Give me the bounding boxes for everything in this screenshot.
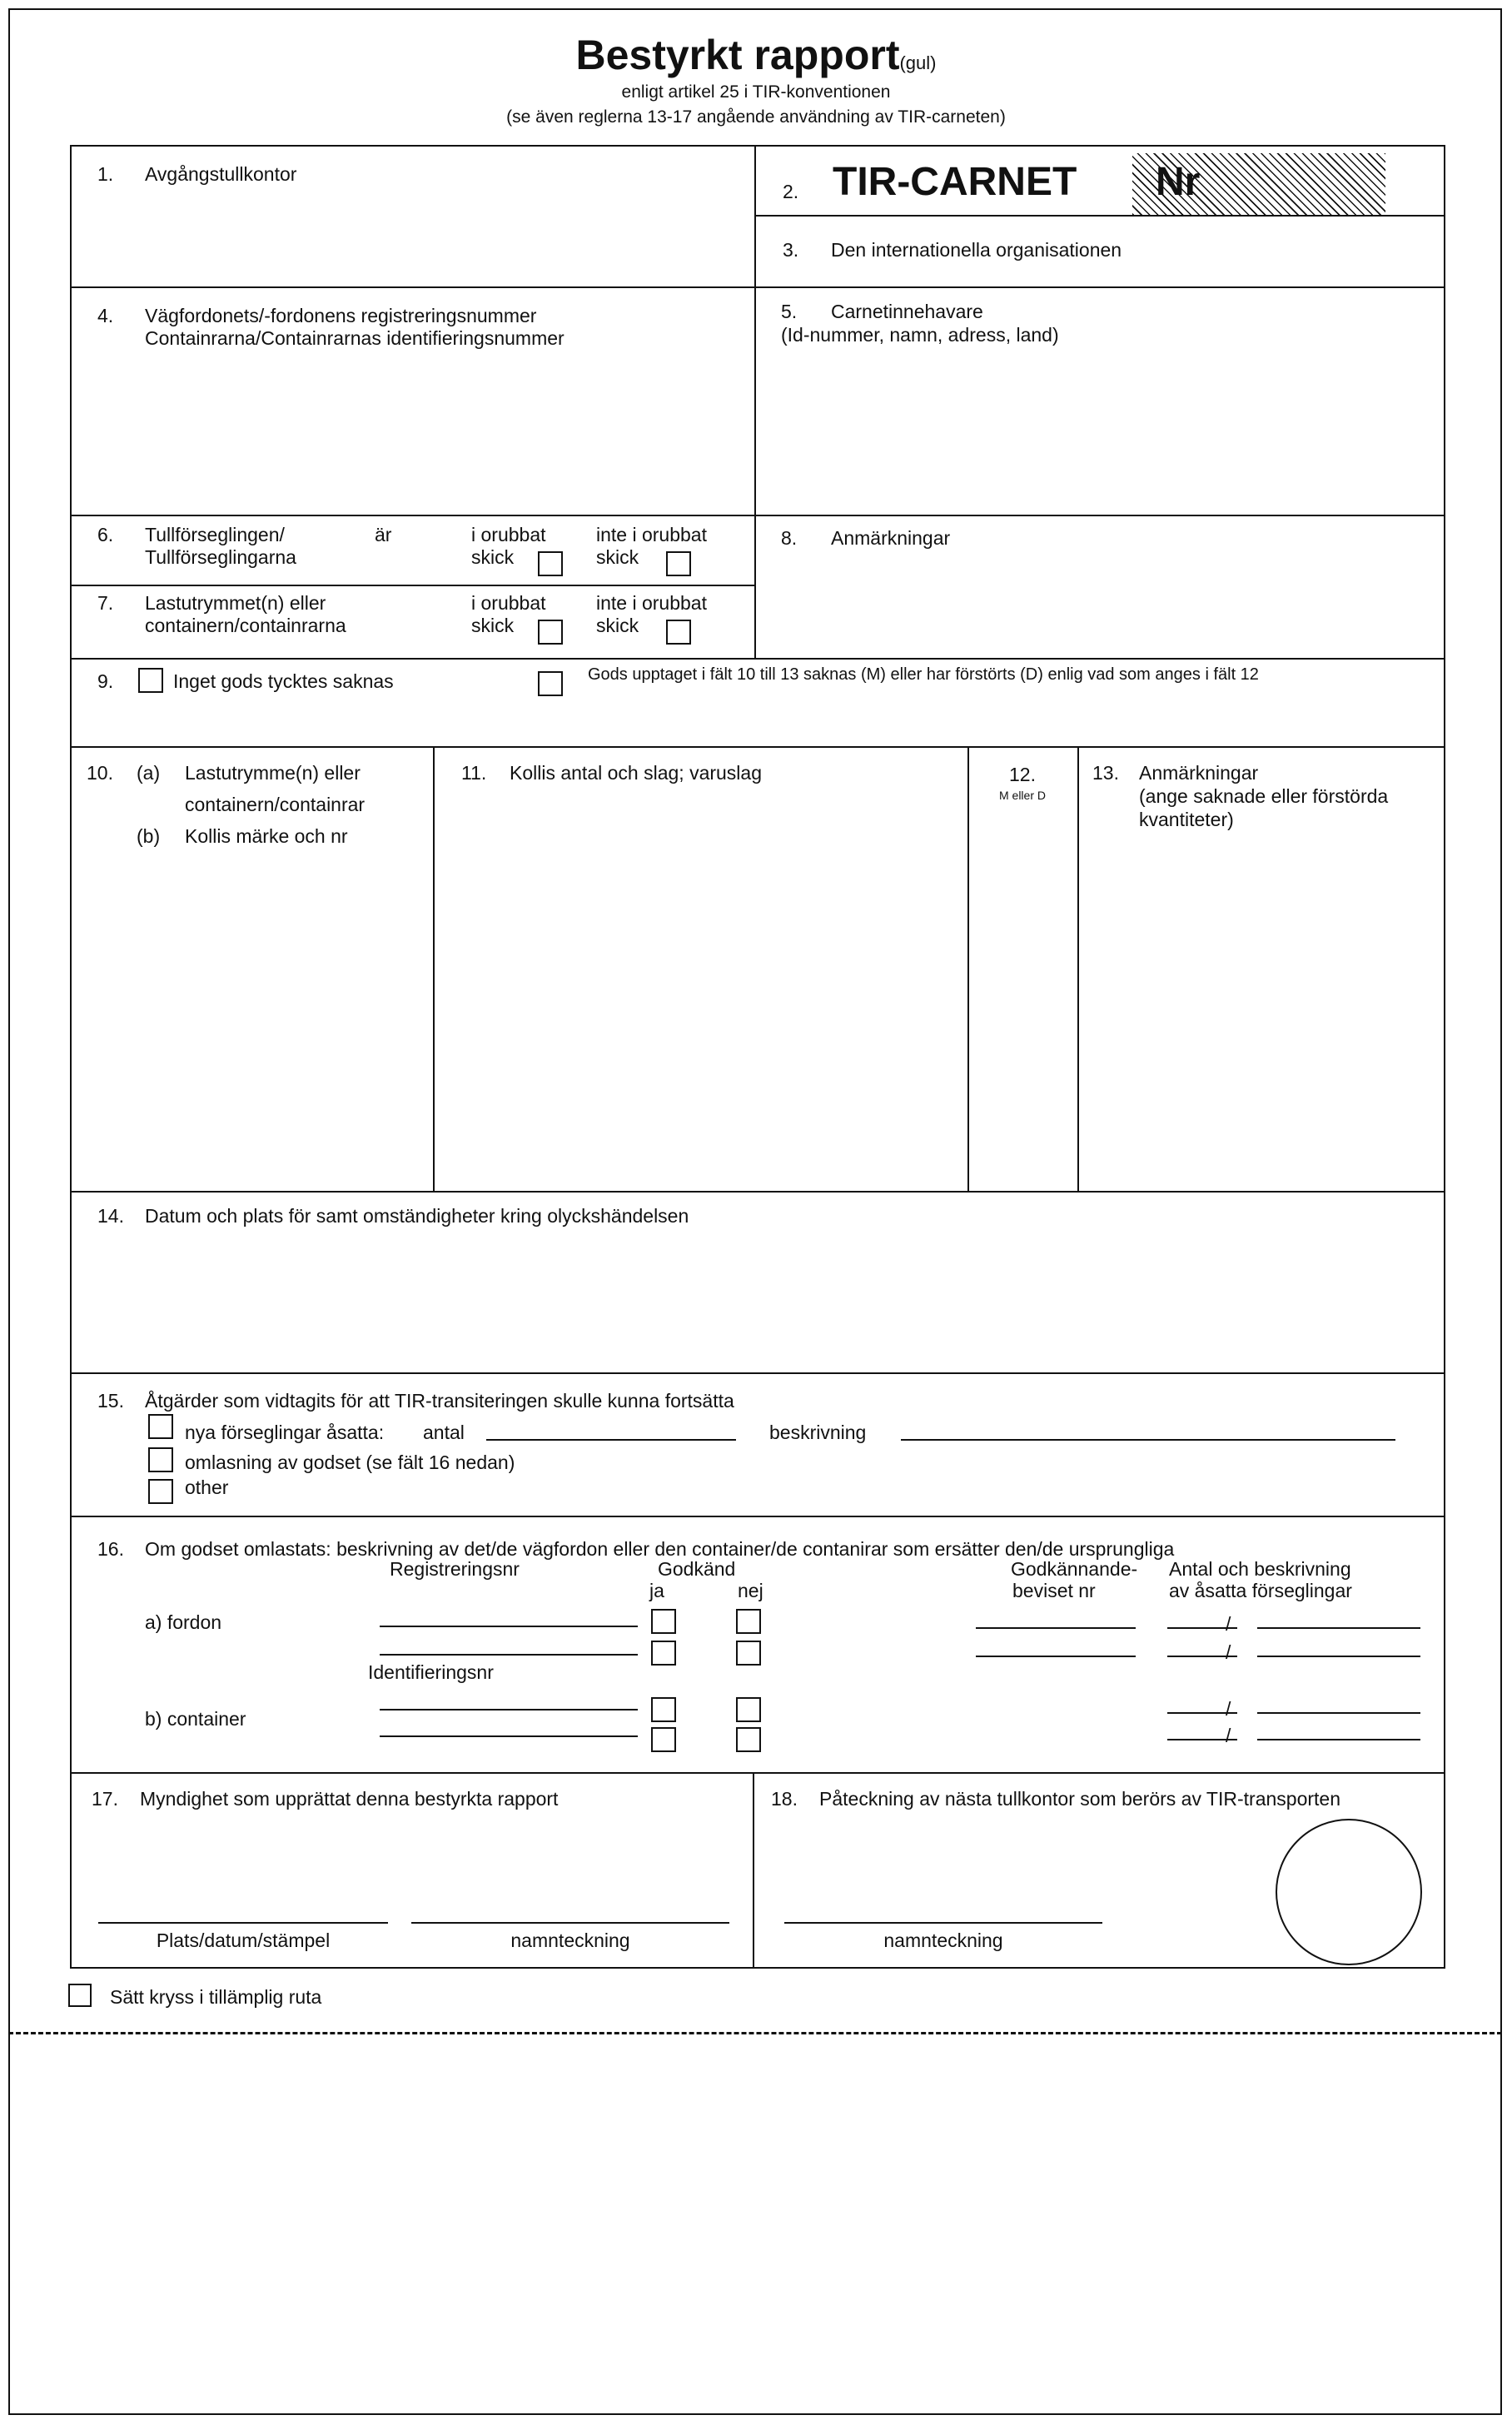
f15-label: Åtgärder som vidtagits för att TIR-transiteringen skulle kunna fortsätta (145, 1390, 734, 1412)
f17-plats-line[interactable] (98, 1922, 388, 1924)
f15-beskrivning-input-line[interactable] (901, 1439, 1395, 1441)
f16-num: 16. (97, 1538, 124, 1560)
form-subtitle-2: (se även reglerna 13-17 angående användning av TIR-carneten) (506, 107, 1006, 127)
f7-opt2-checkbox[interactable] (666, 620, 691, 645)
f7-line1: Lastutrymmet(n) eller (145, 592, 326, 614)
divider-v-12-13 (1077, 746, 1079, 1191)
f18-num: 18. (771, 1788, 798, 1810)
f16-nej-header: nej (738, 1580, 763, 1601)
f10-a: (a) (137, 762, 161, 784)
stamp-circle (1276, 1819, 1422, 1965)
f16-label: Om godset omlastats: beskrivning av det/de vägfordon eller den container/de contanirar som ersätter den/de ursprungliga (145, 1538, 1175, 1560)
f15-opt3-checkbox[interactable] (148, 1479, 173, 1504)
divider-v-11-12 (967, 746, 969, 1191)
tear-off-line (8, 2032, 1502, 2034)
divider-h-2-3 (754, 215, 1445, 217)
f1-label: Avgångstullkontor (145, 163, 297, 185)
f10-b: (b) (137, 825, 161, 847)
f17-namn-line[interactable] (411, 1922, 729, 1924)
divider-v-10-11 (433, 746, 435, 1191)
f16-fordon-antal-line-1b[interactable] (1257, 1627, 1420, 1629)
f17-num: 17. (92, 1788, 118, 1810)
f4-num: 4. (97, 305, 114, 326)
f6-opt2-checkbox[interactable] (666, 551, 691, 576)
divider-h-15-16 (70, 1516, 1445, 1517)
f17-namn-label: namnteckning (510, 1930, 630, 1951)
f5-line1: Carnetinnehavare (831, 301, 983, 322)
f6-line2: Tullförseglingarna (145, 546, 296, 568)
f15-num: 15. (97, 1390, 124, 1412)
f7-opt1-l2: skick (471, 615, 515, 636)
f7-opt2-l1: inte i orubbat (596, 592, 707, 614)
divider-h-9-10 (70, 746, 1445, 748)
f4-line1: Vägfordonets/-fordonens registreringsnummer (145, 305, 537, 326)
f16-godkand-header: Godkänd (658, 1558, 736, 1580)
f15-opt1-checkbox[interactable] (148, 1414, 173, 1439)
f6-line1: Tullförseglingen/ (145, 524, 285, 545)
f6-opt1-checkbox[interactable] (538, 551, 563, 576)
f16-container-antal-line-1b[interactable] (1257, 1712, 1420, 1714)
f3-label: Den internationella organisationen (831, 239, 1122, 261)
f10-num: 10. (87, 762, 113, 784)
f16-container-nej-checkbox-1[interactable] (736, 1697, 761, 1722)
form-title-text: Bestyrkt rapport (575, 32, 900, 78)
f16-godk-header-2: beviset nr (1012, 1580, 1096, 1601)
divider-v-1 (754, 145, 756, 658)
f16-fordon-nej-checkbox-2[interactable] (736, 1641, 761, 1666)
f15-antal-input-line[interactable] (486, 1439, 736, 1441)
f8-label: Anmärkningar (831, 527, 951, 549)
f5-line2: (Id-nummer, namn, adress, land) (781, 324, 1059, 346)
f10-b-line1: Kollis märke och nr (185, 825, 348, 847)
f16-ident-header: Identifieringsnr (368, 1661, 494, 1683)
f16-reg-header: Registreringsnr (390, 1558, 520, 1580)
f16-container-nej-checkbox-2[interactable] (736, 1727, 761, 1752)
f16-container-ja-checkbox-2[interactable] (651, 1727, 676, 1752)
f16-container-ja-checkbox-1[interactable] (651, 1697, 676, 1722)
f6-opt1-l2: skick (471, 546, 515, 568)
f15-opt3-label: other (185, 1476, 229, 1498)
f16-fordon-ja-checkbox-2[interactable] (651, 1641, 676, 1666)
form-box (70, 145, 1445, 1969)
f10-a-line2: containern/containrar (185, 794, 366, 815)
f15-antal-label: antal (423, 1422, 465, 1443)
divider-h-3-4 (70, 286, 1445, 288)
divider-h-6-7 (70, 585, 754, 586)
f9-opt2-label: Gods upptaget i fält 10 till 13 saknas (M) eller har förstörts (D) enlig vad som anges i fält 12 (588, 665, 1259, 684)
f16-fordon-nej-checkbox-1[interactable] (736, 1609, 761, 1634)
f15-opt2-checkbox[interactable] (148, 1447, 173, 1472)
f13-line1: Anmärkningar (1139, 762, 1259, 784)
f16-antal-header-2: av åsatta förseglingar (1169, 1580, 1352, 1601)
form-title-suffix: (gul) (899, 52, 937, 73)
f6-ar: är (375, 524, 392, 545)
f10-a-line1: Lastutrymme(n) eller (185, 762, 361, 784)
f16-ja-header: ja (649, 1580, 664, 1601)
f2-label: TIR-CARNET (833, 160, 1077, 204)
f9-opt1-checkbox[interactable] (138, 668, 163, 693)
f16-fordon-slash-2: / (1226, 1641, 1231, 1663)
f13-line2: (ange saknade eller förstörda (1139, 785, 1389, 807)
f16-fordon-godk-line-1[interactable] (976, 1627, 1136, 1629)
divider-v-17-18 (753, 1772, 754, 1969)
f18-namn-label: namnteckning (883, 1930, 1003, 1951)
footer-note: Sätt kryss i tillämplig ruta (110, 1986, 322, 2008)
f11-num: 11. (461, 762, 487, 784)
f13-line3: kvantiteter) (1139, 809, 1234, 830)
f2-num: 2. (783, 181, 799, 202)
f16-fordon-antal-line-2b[interactable] (1257, 1656, 1420, 1657)
f17-plats-label: Plats/datum/stämpel (156, 1930, 331, 1951)
f16-fordon-label: a) fordon (145, 1611, 222, 1633)
f9-num: 9. (97, 670, 114, 692)
f13-num: 13. (1092, 762, 1119, 784)
f16-fordon-slash-1: / (1226, 1613, 1231, 1635)
form-title (0, 30, 1512, 88)
f7-opt1-checkbox[interactable] (538, 620, 563, 645)
f12-num: 12. (1009, 764, 1036, 785)
f15-beskrivning-label: beskrivning (769, 1422, 867, 1443)
f12-label: M eller D (998, 789, 1046, 802)
f1-num: 1. (97, 163, 114, 185)
f16-container-label: b) container (145, 1708, 246, 1730)
f16-fordon-reg-line-2[interactable] (380, 1654, 638, 1656)
f11-label: Kollis antal och slag; varuslag (510, 762, 762, 784)
form-subtitle-1: enligt artikel 25 i TIR-konventionen (621, 82, 891, 102)
f3-num: 3. (783, 239, 799, 261)
f18-label: Påteckning av nästa tullkontor som berörs av TIR-transporten (819, 1788, 1340, 1810)
f16-fordon-godk-line-2[interactable] (976, 1656, 1136, 1657)
f15-opt1-label: nya förseglingar åsatta: (185, 1422, 385, 1443)
divider-h-7-9 (70, 658, 1445, 660)
f9-opt1-label: Inget gods tycktes saknas (173, 670, 394, 692)
f7-num: 7. (97, 592, 114, 614)
f18-namn-line[interactable] (784, 1922, 1102, 1924)
divider-h-16-17 (70, 1772, 1445, 1774)
f9-opt2-checkbox[interactable] (538, 671, 563, 696)
f7-opt1-l1: i orubbat (471, 592, 546, 614)
divider-h-5-6 (70, 515, 1445, 516)
f16-fordon-reg-line-1[interactable] (380, 1626, 638, 1627)
f6-opt1-l1: i orubbat (471, 524, 546, 545)
f14-num: 14. (97, 1205, 124, 1227)
divider-h-14-15 (70, 1372, 1445, 1374)
f6-opt2-l2: skick (596, 546, 639, 568)
f16-container-slash-2: / (1226, 1725, 1231, 1746)
f17-label: Myndighet som upprättat denna bestyrkta rapport (140, 1788, 559, 1810)
f16-antal-header-1: Antal och beskrivning (1169, 1558, 1351, 1580)
f6-opt2-l1: inte i orubbat (596, 524, 707, 545)
f6-num: 6. (97, 524, 114, 545)
f16-fordon-ja-checkbox-1[interactable] (651, 1609, 676, 1634)
f16-godk-header-1: Godkännande- (1011, 1558, 1138, 1580)
footer-checkbox-sample (68, 1984, 92, 2007)
carnet-nr-label: Nr (1156, 160, 1201, 204)
f15-opt2-label: omlasning av godset (se fält 16 nedan) (185, 1452, 515, 1473)
f8-num: 8. (781, 527, 798, 549)
divider-h-13-14 (70, 1191, 1445, 1193)
f7-opt2-l2: skick (596, 615, 639, 636)
f4-line2: Containrarna/Containrarnas identifieringsnummer (145, 327, 565, 349)
f16-container-antal-line-2b[interactable] (1257, 1739, 1420, 1740)
f16-container-ident-line-2[interactable] (380, 1735, 638, 1737)
f16-container-ident-line-1[interactable] (380, 1709, 638, 1710)
f14-label: Datum och plats för samt omständigheter kring olyckshändelsen (145, 1205, 689, 1227)
f16-container-slash-1: / (1226, 1698, 1231, 1720)
f7-line2: containern/containrarna (145, 615, 346, 636)
f5-num: 5. (781, 301, 798, 322)
